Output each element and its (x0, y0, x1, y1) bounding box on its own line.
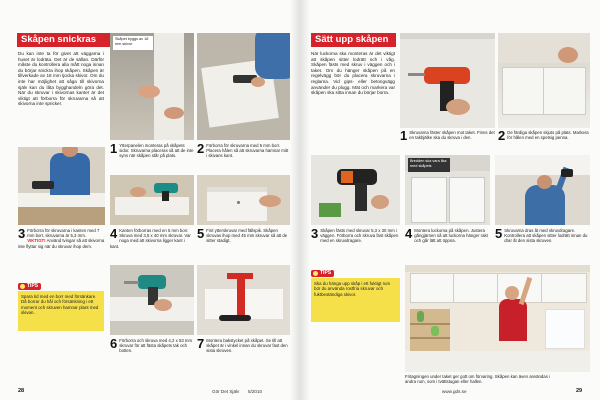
cabinet-side (207, 187, 267, 221)
step-number: 4 (110, 228, 118, 241)
photo-right-step-4 (405, 155, 490, 225)
drill (32, 181, 54, 189)
floor (18, 207, 105, 225)
step-text: Skruvarna dras åt med skruvdragare. Kontrollera att skåpen sitter lodrätt innan du drar åt den sista skruven. (504, 228, 588, 244)
step-number: 3 (18, 228, 26, 241)
countertop (405, 351, 590, 372)
step-text: Ytterpanelen monteras på skåpets sidor. Skruvarna placeras så att de inte syns när skåpen står på plats. (119, 143, 194, 159)
wall-cabinets (495, 155, 590, 175)
tips-label: TIPS (27, 283, 39, 289)
open-shelves (410, 309, 450, 351)
step-number: 5 (197, 228, 205, 241)
tips-label: TIPS (320, 270, 332, 276)
lightbulb-icon (313, 271, 318, 276)
right-intro-text: När luckorna ska monteras är det viktigt att skåpen sitter lodrätt och i våg. Skåpen fästs med skruv i väggen och i taket. Om du hänger skåpen på en regelvägg bör du placera skruvarna i reglarna. Vid gips- eller betongvägg använder du plugg. Mät och markera var skåpen ska sitta innan du börjar borra. (311, 51, 395, 96)
caption-step-5 (197, 228, 290, 262)
ceiling (400, 33, 495, 39)
hand (130, 187, 146, 197)
step-text: Förborra för skruvarna i kanten med 7 mm borr, skruvarna är 5,3 mm. (27, 228, 100, 239)
woman-red-top (499, 299, 527, 341)
hand (164, 107, 184, 119)
caption-right-step-2 (498, 130, 590, 153)
hand (259, 195, 281, 207)
drill-bit (408, 73, 425, 76)
cabinet-divider (541, 273, 542, 303)
photo-step-3 (18, 147, 105, 225)
caption-step-3 (18, 228, 105, 272)
left-intro-text: Du kan inte ta för givet att väggarna i huset är lodräta. Det är de sällan. Därför måste du kontrollera alla mått noga innan du börjar snickra ihop skåpen. Skåpen är tillverkade av 18 mm tjocka skivor. Om du inte har möjlighet att såga till skivorna själv kan du låta bygghandeln göra det. När du skruvar i skivornas kanter är det viktigt att förborra för skruvarna så att skivorna inte spricker. (18, 51, 104, 107)
hand (251, 77, 265, 87)
website: www.gds.se (442, 389, 467, 394)
left-page-title: Skåpen snickras (17, 33, 110, 47)
main-photo-caption: Fritagningen under taket ger gott om förvaring. Skåpen kan även användas i andra rum, som i tvättstugan eller hallen. (405, 374, 550, 385)
cabinet-divider (453, 273, 454, 303)
window (545, 309, 585, 349)
drill-grip (355, 183, 367, 211)
clamp-arm (227, 273, 253, 279)
photo-step-2 (197, 33, 290, 140)
page-number-left: 28 (18, 388, 25, 394)
head (537, 175, 552, 189)
photo-label: Skåpet byggs av 18 mm skivor (113, 36, 153, 50)
hand (371, 195, 389, 209)
step-number: 1 (400, 130, 408, 143)
page-number-right: 29 (576, 388, 583, 394)
photo-step-4 (110, 175, 194, 225)
caption-step-4 (110, 228, 194, 262)
shelf (410, 337, 450, 339)
person-blue-shirt (255, 33, 290, 79)
caption-right-step-3 (311, 228, 400, 264)
hand (138, 85, 160, 98)
hand (446, 99, 470, 115)
caption-right-step-4 (405, 228, 490, 264)
tips-tag (18, 283, 41, 290)
step-number: 2 (498, 130, 506, 143)
green-vase (417, 311, 424, 322)
clamp (237, 273, 245, 315)
photo-step-7 (197, 265, 290, 335)
caption-step-2 (197, 143, 290, 172)
photo-finished-kitchen (405, 265, 590, 372)
page-gutter (290, 0, 310, 400)
step-text: Skruvarna fäster skåpen mot taket. Finns det en takbjälke ska du skruva i den. (409, 130, 495, 141)
photo-right-step-3 (311, 155, 400, 225)
screw-box (319, 203, 341, 217)
screw (237, 201, 240, 204)
step-text: Fint ytterskruvar med fällspik. Skåpen skruvas ihop med 45 mm skruvar så att de sitter stadigt. (206, 228, 288, 244)
photo-right-step-1 (400, 33, 495, 128)
caption-step-1 (110, 143, 194, 172)
photo-right-step-5 (495, 155, 590, 225)
cabinet-edge (207, 187, 267, 192)
tips-box: Spara tid med en borr med försänkare. Då borrar du hål och försänkning i ett moment och skruven hamnar plant med skivan. (18, 291, 104, 331)
step-text: Skåpen fästs med skruvar 5,3 x 30 mm i väggen. Förborra och skruva fast skåpen med en skruvdragare. (320, 228, 399, 244)
green-vase (431, 326, 439, 336)
head (505, 286, 519, 300)
step-text: Förborra för skruvarna med 5 mm borr. Placera hålen så att skruvarna hamnar mitt i skivans kant. (206, 143, 289, 159)
drill-grip (162, 191, 169, 201)
cabinet-board (115, 197, 189, 215)
photo-right-step-2 (498, 33, 590, 128)
hand (558, 47, 578, 63)
step-number: 5 (495, 228, 503, 241)
step-number: 1 (110, 143, 118, 156)
step-text: De färdiga skåpen skjuts på plats. Markera för hålen med en spetsig penna. (507, 130, 589, 141)
wall-cabinets (410, 273, 587, 303)
drill-accent (341, 171, 353, 183)
drill-bit (124, 281, 139, 284)
clamp-handle (219, 315, 251, 321)
photo-step-6 (110, 265, 194, 335)
step-number: 7 (197, 338, 205, 351)
step-text-after: Använd tvingar så att skivorna inte flyttar sig när du skruvar ihop dem. (18, 238, 105, 249)
step-number: 6 (110, 338, 118, 351)
hand (154, 299, 172, 311)
warning-text: VIKTIGT! (27, 238, 46, 244)
drill (561, 169, 573, 177)
step-number: 4 (405, 228, 413, 241)
step-text: Montera bakstycket på skåpet. Se till att skåpet är i vinkel innan du skruvar fast den sista skruven. (206, 338, 288, 354)
cabinet-panel (154, 33, 184, 140)
step-text: Förborra och skruva med 4,2 x 53 mm skruvar för att fästa skåpets tak och botten. (119, 338, 193, 354)
photo-step-1 (110, 33, 194, 140)
caption-right-step-5 (495, 228, 590, 264)
step-text: Montera luckorna på skåpen. Justera gångjärnen så att luckorna hänger rakt och går lätt att öppna. (414, 228, 488, 244)
ceiling (405, 265, 590, 272)
cabinet-door (449, 177, 485, 223)
shelf (410, 323, 450, 325)
step-number: 3 (311, 228, 319, 241)
caption-step-7 (197, 338, 290, 372)
tips-box: Ska du hänga upp skåp i ett fuktigt rum bör du använda rostfria skruvar och fuktbeständiga skivor. (311, 278, 400, 322)
step-number: 2 (197, 143, 205, 156)
photo-step-5 (197, 175, 290, 225)
wall-cabinets (502, 67, 586, 115)
caption-step-6 (110, 338, 194, 372)
tips-tag (311, 270, 334, 277)
cabinet-board (18, 193, 105, 207)
publication-name: Gör Det Själv (212, 389, 240, 394)
cabinet-divider (543, 67, 544, 115)
right-page-title: Sätt upp skåpen (311, 33, 396, 47)
issue-number: 5/2010 (248, 389, 263, 394)
lightbulb-icon (20, 284, 25, 289)
cabinet-door (411, 177, 447, 223)
caption-right-step-1 (400, 130, 495, 153)
man-blue-shirt (50, 153, 90, 195)
photo-label: Bredden ska vara lika med skåpets (408, 158, 450, 172)
step-text: Kanten förborras med en 5 mm borr. Skruva med 3,5 x 40 mm skruvar. Var noga med att skivorna ligger kant i kant. (110, 228, 191, 249)
cabinet-divider (497, 273, 498, 303)
